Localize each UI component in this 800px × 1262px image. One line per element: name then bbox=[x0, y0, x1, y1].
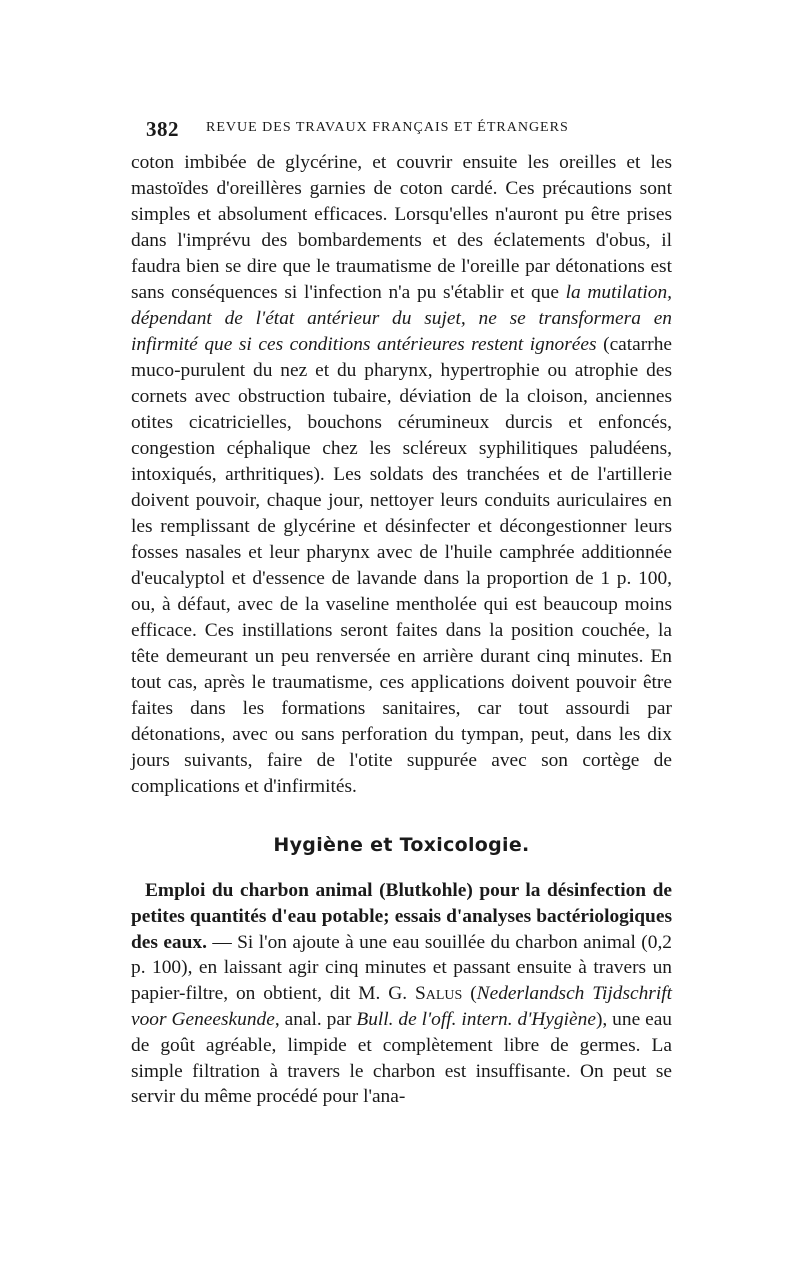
bulletin-name: Bull. de l'off. intern. d'Hygiène bbox=[356, 1008, 596, 1030]
article-text: , anal. par bbox=[274, 1008, 357, 1030]
page-header bbox=[146, 117, 676, 141]
article-author: Salus bbox=[414, 983, 463, 1005]
article-text: ( bbox=[462, 983, 477, 1005]
article-title: Emploi du charbon animal (Blutkohle) pour la désinfection de petites quantités d'eau potable; essais d'analyses bactériologiques des eaux. bbox=[131, 880, 672, 953]
journal-name: Nederlandsch Tijdschrift voor Geneeskunde bbox=[131, 983, 673, 1030]
paragraph-text bbox=[131, 150, 672, 800]
section-heading: Hygiène et Toxicologie. bbox=[273, 834, 530, 856]
paragraph-text-end: (catarrhe muco-purulent du nez et du pharynx, hypertrophie ou atrophie des cornets avec obstruction tubaire, déviation de la cloison, anciennes otites cicatricielles, bouchons cérumineux durcis et enfoncés, congestion céphalique chez les scléreux syphilitiques paludéens, intoxiqués, arthritiques). Les soldats des tranchées et de l'artillerie doivent pouvoir, chaque jour, nettoyer leurs conduits auriculaires en les remplissant de glycérine et désinfecter et décongestionner leurs fosses nasales et leur pharynx avec de l'huile camphrée additionnée d'eucalyptol et d'essence de lavande dans la proportion de 1 p. 100, ou, à défaut, avec de la vaseline mentholée qui est beaucoup moins efficace. Ces instillations seront faites dans la position couchée, la tête demeurant un peu renversée en arrière durant cinq minutes. En tout cas, après le traumatisme, ces applications doivent pouvoir être faites dans les formations sanitaires, car tout assourdi par détonations, avec ou sans perforation du tympan, peut, dans les dix jours suivants, faire de l'otite suppurée avec son cortège de complications et d'infirmités. bbox=[131, 334, 672, 797]
article-text: ), une eau de goût agréable, limpide et complètement libre de germes. La simple filtration à travers le charbon est insuffisante. On peut se servir du même procédé pour l'ana- bbox=[131, 1008, 672, 1108]
running-title: REVUE DES TRAVAUX FRANÇAIS ET ÉTRANGERS bbox=[206, 120, 569, 135]
paragraph-text-start: coton imbibée de glycérine, et couvrir ensuite les oreilles et les mastoïdes d'oreillères garnies de coton cardé. Ces précautions sont simples et absolument efficaces. Lorsqu'elles n'auront pu être prises dans l'imprévu des bombardements et des éclatements d'obus, il faudra bien se dire que le traumatisme de l'oreille par détonations est sans conséquences si l'infection n'a pu s'établir et que bbox=[131, 152, 672, 303]
article-paragraph bbox=[131, 878, 672, 1110]
paragraph-italic-passage: la mutilation, dépendant de l'état antérieur du sujet, ne se transformera en infirmité que si ces conditions antérieures restent ignorées bbox=[131, 282, 672, 355]
continued-paragraph bbox=[131, 150, 672, 800]
page-number: 382 bbox=[146, 117, 179, 141]
article-entry bbox=[131, 878, 672, 1110]
article-text: — Si l'on ajoute à une eau souillée du charbon animal (0,2 p. 100), en laissant agir cinq minutes et passant ensuite à travers un papier-filtre, on obtient, dit M. G. bbox=[131, 931, 672, 1005]
